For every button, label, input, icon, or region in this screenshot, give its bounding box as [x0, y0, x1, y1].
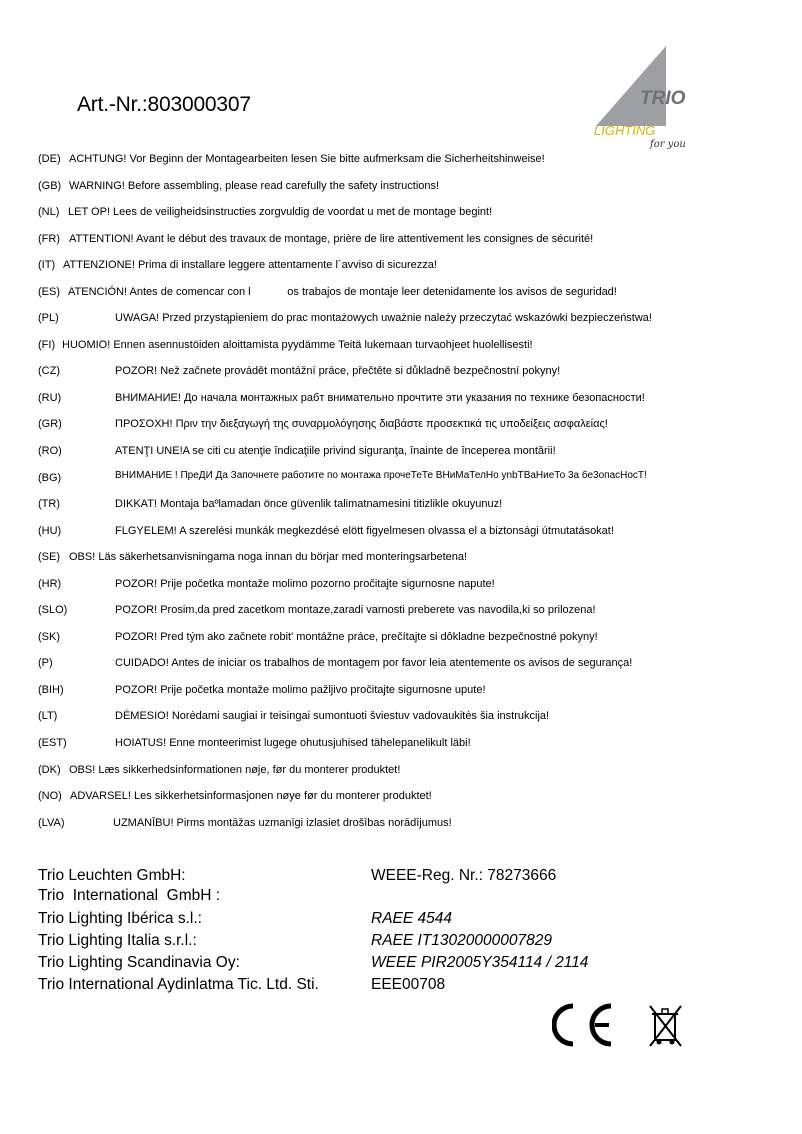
notice-text: LET OP! Lees de veiligheidsinstructies zorgvuldig de voordat u met de montage begint!	[68, 206, 493, 219]
language-code: (NO)	[38, 790, 62, 803]
language-code: (RU)	[38, 391, 62, 404]
notice-row	[38, 498, 778, 525]
notice-row	[38, 233, 778, 260]
registration-number: EEE00708	[371, 976, 446, 994]
company-row	[38, 976, 658, 996]
language-code: (SK)	[38, 630, 60, 643]
notice-row	[38, 418, 778, 445]
notice-row	[38, 339, 778, 366]
registration-number: RAEE 4544	[371, 909, 452, 927]
language-code: (P)	[38, 657, 53, 670]
notice-row	[38, 684, 778, 711]
notice-text: ATENŢI UNE!A se citi cu atenţie îndicaţiile privind siguranţa, înainte de începerea montării!	[115, 445, 556, 458]
notice-text: POZOR! Prije početka montaže molimo pozorno pročitajte sigurnosne napute!	[115, 577, 495, 590]
safety-notices	[38, 153, 778, 843]
language-code: (RO)	[38, 445, 62, 458]
certification-marks	[552, 1002, 692, 1050]
company-row	[38, 867, 658, 887]
language-code: (CZ)	[38, 365, 60, 378]
company-name: Trio Lighting Scandinavia Oy:	[38, 954, 240, 972]
registration-number: RAEE IT13020000007829	[371, 931, 552, 949]
notice-text: POZOR! Než začnete provádět montážní práce, přečtěte si důkladně bezpečnostní pokyny!	[115, 365, 561, 378]
language-code: (EST)	[38, 737, 67, 750]
notice-row	[38, 180, 778, 207]
notice-row	[38, 817, 778, 844]
notice-text: UWAGA! Przed przystąpieniem do prac montażowych uważnie należy przeczytać wskazówki bezpieczeństwa!	[115, 312, 652, 325]
company-row	[38, 910, 658, 930]
notice-text: POZOR! Prije početka montaže molimo pažljivo pročitajte sigurnosne upute!	[115, 683, 486, 696]
company-row	[38, 932, 658, 952]
notice-row	[38, 445, 778, 472]
language-code: (HU)	[38, 524, 62, 537]
language-code: (SE)	[38, 551, 60, 564]
notice-row	[38, 286, 778, 313]
company-name: Trio International GmbH :	[38, 887, 221, 905]
notice-row	[38, 657, 778, 684]
language-code: (DE)	[38, 153, 61, 165]
language-code: (HR)	[38, 577, 62, 590]
notice-row	[38, 312, 778, 339]
notice-row	[38, 631, 778, 658]
notice-row	[38, 259, 778, 286]
notice-text: OBS! Läs säkerhetsanvisningama noga innan du börjar med monteringsarbetena!	[69, 551, 468, 564]
language-code: (GR)	[38, 418, 62, 431]
notice-row	[38, 551, 778, 578]
language-code: (BIH)	[38, 683, 64, 696]
logo-brand: TRIO	[640, 88, 686, 109]
notice-text: ATTENZIONE! Prima di installare leggere attentamente l´avviso di sicurezza!	[63, 259, 437, 272]
language-code: (GB)	[38, 179, 62, 192]
notice-text: ATENCIÓN! Antes de comencar con l os trabajos de montaje leer detenidamente los avisos de seguridad!	[68, 285, 617, 298]
company-name: Trio Leuchten GmbH:	[38, 867, 186, 884]
company-name: Trio Lighting Italia s.r.l.:	[38, 931, 197, 949]
company-row	[38, 954, 658, 974]
notice-text: ACHTUNG! Vor Beginn der Montagearbeiten lesen Sie bitte aufmerksam die Sicherheitshinweise!	[69, 153, 545, 165]
language-code: (LVA)	[38, 816, 65, 829]
language-code: (SLO)	[38, 604, 68, 617]
company-name: Trio International Aydinlatma Tic. Ltd. Sti.	[38, 976, 319, 994]
notice-row	[38, 578, 778, 605]
notice-row	[38, 206, 778, 233]
notice-row	[38, 764, 778, 791]
language-code: (BG)	[38, 471, 62, 484]
language-code: (FR)	[38, 232, 60, 245]
language-code: (LT)	[38, 710, 58, 723]
notice-row	[38, 525, 778, 552]
notice-text: POZOR! Pred tým ako začnete robit' montážne práce, prečítajte si dôkladne bezpečnostné pokyny!	[115, 630, 598, 643]
language-code: (DK)	[38, 763, 61, 776]
notice-text: ΠΡΟΣΟΧΗ! Πριν την διεξαγωγή της συναρμολόγησης διαβάστε προσεκτικά τις υποδείξεις ασφαλείας!	[115, 418, 608, 431]
registration-number: WEEE PIR2005Y354114 / 2114	[371, 954, 589, 972]
company-row	[38, 887, 658, 907]
registration-number: WEEE-Reg. Nr.: 78273666	[371, 867, 557, 884]
notice-row	[38, 392, 778, 419]
notice-row	[38, 710, 778, 737]
trio-lighting-logo	[592, 44, 702, 154]
notice-row	[38, 790, 778, 817]
notice-text: WARNING! Before assembling, please read carefully the safety instructions!	[69, 179, 440, 192]
company-name: Trio Lighting Ibérica s.l.:	[38, 909, 202, 927]
language-code: (NL)	[38, 206, 60, 219]
language-code: (PL)	[38, 312, 59, 325]
notice-text: ВНИМАНИЕ ! ПреДИ Да Започнете работите по монтажа прочеТеТе ВНиМаТелНо ynbТВаНиеТо 3а бе3опасНосТ!	[115, 469, 647, 481]
logo-triangle	[596, 46, 666, 126]
notice-row	[38, 737, 778, 764]
crossed-out-wheelie-bin-icon	[650, 1006, 681, 1046]
ce-mark-icon	[554, 1006, 611, 1044]
notice-row	[38, 153, 778, 180]
logo-tagline: for you	[650, 139, 686, 150]
notice-text: ATTENTION! Avant le début des travaux de montage, prière de lire attentivement les consignes de sécurité!	[69, 232, 594, 245]
notice-text: OBS! Læs sikkerhedsinformationen nøje, før du monterer produktet!	[69, 763, 401, 776]
language-code: (TR)	[38, 498, 60, 511]
notice-text: ADVARSEL! Les sikkerhetsinformasjonen nøye før du monterer produktet!	[70, 790, 432, 803]
logo-lighting: LIGHTING	[594, 123, 656, 138]
language-code: (IT)	[38, 259, 56, 272]
notice-row	[38, 604, 778, 631]
company-registrations	[38, 867, 658, 997]
notice-text: DIKKAT! Montaja baºlamadan önce güvenlik talimatnamesini titizlikle okuyunuz!	[115, 498, 503, 511]
notice-text: UZMANĪBU! Pirms montāžas uzmanīgi izlasiet drošības norādījumus!	[113, 816, 452, 829]
language-code: (ES)	[38, 285, 60, 298]
notice-row	[38, 469, 778, 499]
notice-text: HUOMIO! Ennen asennustöiden aloittamista pyydämme Teitä lukemaan turvaohjeet huolellisesti!	[62, 338, 533, 351]
article-number: Art.-Nr.:803000307	[77, 93, 251, 116]
notice-text: DĖMESIO! Norėdami saugiai ir teisingai sumontuoti šviestuv vadovaukitės šia instrukcija!	[115, 710, 550, 723]
notice-text: POZOR! Prosim,da pred zacetkom montaze,zaradi varnosti preberete vas navodila,ki so prilozena!	[115, 604, 596, 617]
notice-row	[38, 365, 778, 392]
language-code: (FI)	[38, 338, 56, 351]
notice-text: ВНИМАНИЕ! До начала монтажных рабт внимательно прочтите эти указания по технике безопасности!	[115, 391, 645, 404]
notice-text: CUIDADO! Antes de iniciar os trabalhos de montagem por favor leia atentemente os avisos de segurança!	[115, 657, 633, 670]
notice-text: FLGYELEM! A szerelési munkák megkezdésé elött figyelmesen olvassa el a biztonsági útmutatásokat!	[115, 524, 614, 537]
notice-text: HOIATUS! Enne monteerimist lugege ohutusjuhised tähelepanelikult läbi!	[115, 737, 471, 750]
